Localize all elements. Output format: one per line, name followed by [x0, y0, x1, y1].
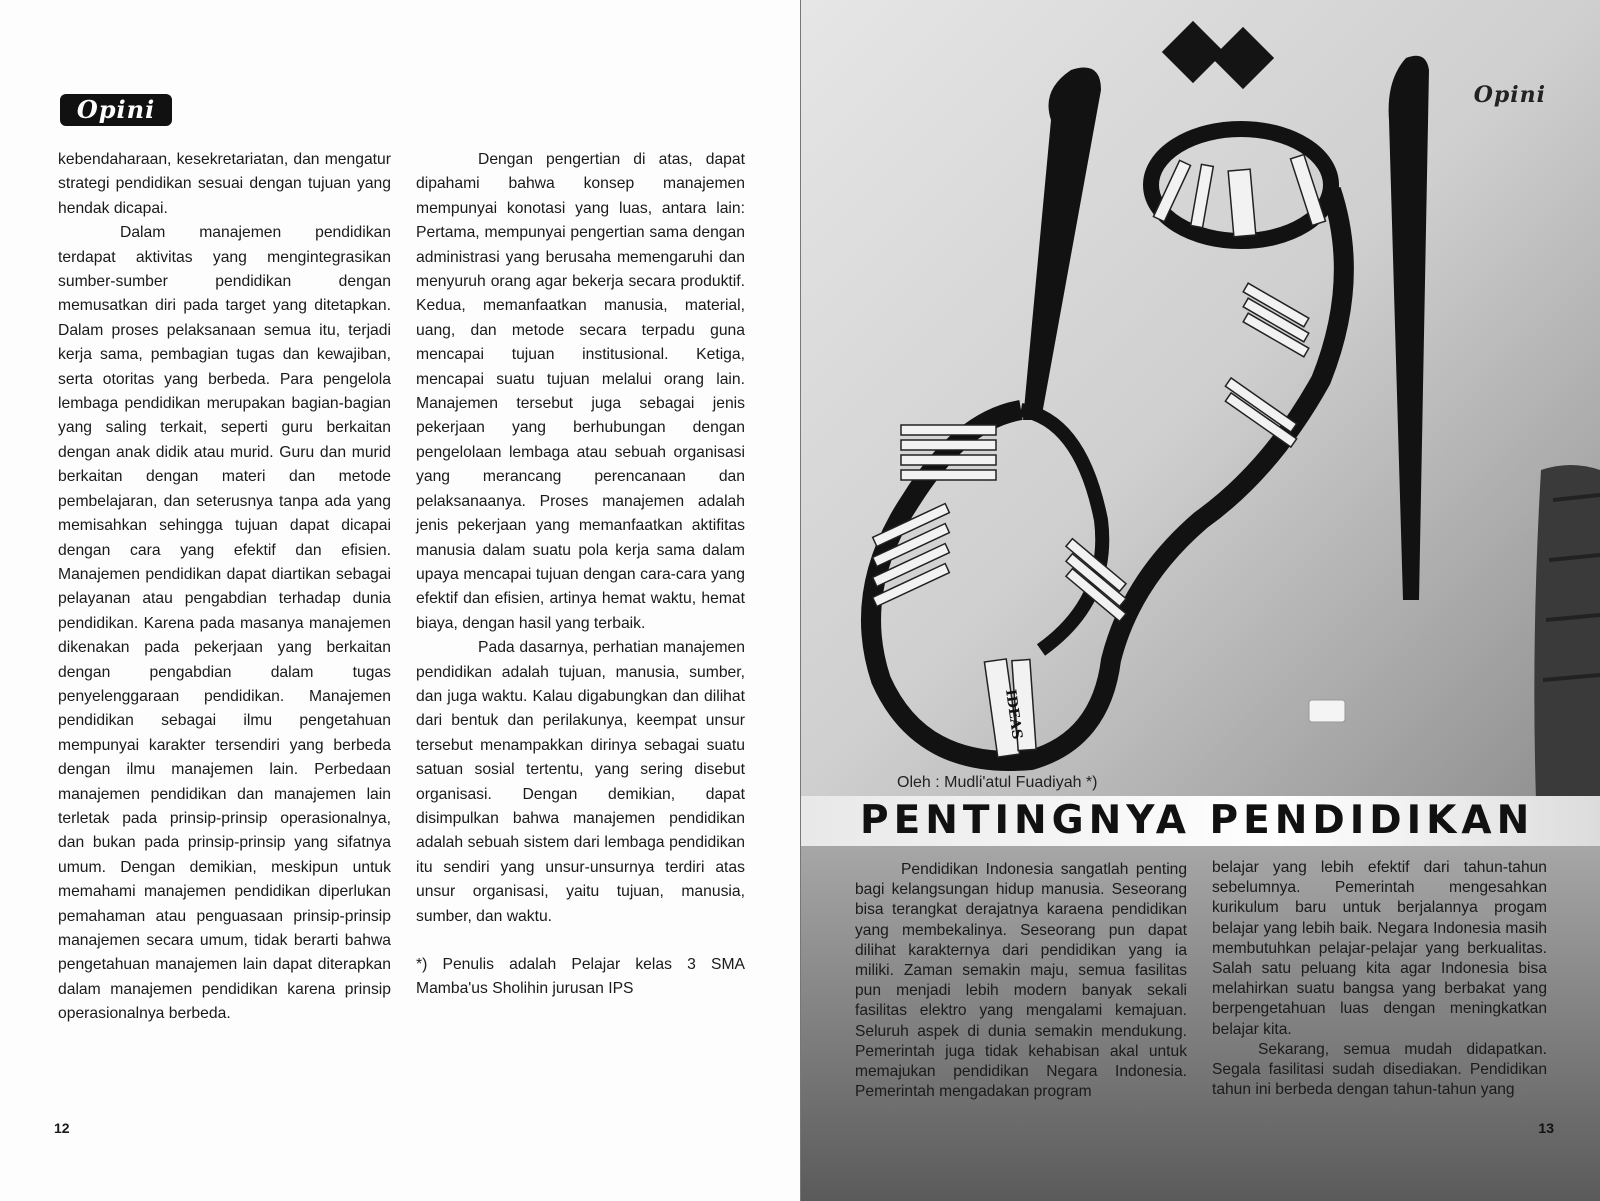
paragraph: kebendaharaan, kesekretariatan, dan mengatur strategi pendidikan sesuai dengan tujuan yang hendak dicapai.: [58, 151, 391, 217]
paragraph: Dalam manajemen pendidikan terdapat aktivitas yang mengintegrasikan sumber-sumber pendidikan dengan memusatkan diri pada target yang ditetapkan. Dalam proses pelaksanaan semua itu, terjadi kerja sama, pembagian tugas dan kewajiban, serta otoritas yang berbeda. Para pengelola lembaga pendidikan merupakan bagian-bagian yang saling terkait, seperti guru berkaitan dengan anak didik atau murid. Guru dan murid berkaitan dengan materi dan metode pembelajaran, dan seterusnya tanpa ada yang memisahkan sehingga tujuan dapat dicapai dengan cara yang efektif dan efisien. Manajemen pendidikan dapat diartikan sebagai pelayanan atau pengabdian terhadap dunia pendidikan. Karena pada masanya manajemen dikenakan pada pekerjaan yang berkaitan dengan pengabdian dalam tugas penyelenggaraan pendidikan. Manajemen pendidikan sebagai ilmu pengetahuan mempunyai karakter tersendiri yang berbeda dengan ilmu manajemen lain. Perbedaan manajemen pendidikan dan manajemen lain terletak pada prinsip-prinsip operasionalnya, dan bukan pada prinsip-prinsip yang sifatnya umum. Dengan demikian, meskipun untuk memahami manajemen pendidikan diperlukan pemahaman atau penguasaan prinsip-prinsip manajemen secara umum, tidak berarti bahwa pengetahuan manajemen lain dapat diterapkan dalam manajemen pendidikan karena prinsip operasionalnya berbeda.: [58, 224, 391, 1023]
calligraphy-bookshelf-image: [801, 0, 1600, 800]
page-number: 13: [1538, 1120, 1554, 1136]
section-label-right: Opini: [1473, 82, 1546, 108]
page-number: 12: [54, 1120, 70, 1136]
paragraph: Pendidikan Indonesia sangatlah penting bagi kelangsungan hidup manusia. Seseorang bisa terangkat derajatnya karaena pendidikan yang membekalinya. Seseorang pun dapat dilihat karakternya dari pendidikan yang ia miliki. Zaman semakin maju, semua fasilitas pun menjadi lebih modern banyak sekali fasilitas elektro yang mengalami kemajuan. Seluruh aspek di dunia semakin mendukung. Pemerintah juga tidak kehabisan akal untuk memajukan pendidikan Negara Indonesia. Pemerintah mengadakan program: [855, 861, 1187, 1101]
section-label: Opini: [60, 94, 172, 126]
right-page: [801, 0, 1600, 1201]
left-column-1: [58, 148, 391, 1027]
left-column-2: [416, 148, 745, 1002]
paragraph: Pada dasarnya, perhatian manajemen pendidikan adalah tujuan, manusia, sumber, dan juga waktu. Kalau digabungkan dan dilihat dari bentuk dan perilakunya, keempat unsur tersebut menampakkan dirinya sebagai suatu satuan sosial tertentu, yang sering disebut organisasi. Dengan demikian, dapat disimpulkan bahwa manajemen pendidikan adalah sebuah sistem dari lembaga pendidikan itu sendiri yang unsur-unsurnya terdiri atas unsur organisasi, yaitu tujuan, manusia, sumber, dan waktu.: [416, 639, 745, 925]
book-spine-text: IDEAS: [1002, 688, 1025, 741]
right-column-2: [1212, 858, 1547, 1100]
author-footnote: *) Penulis adalah Pelajar kelas 3 SMA Mamba'us Sholihin jurusan IPS: [416, 956, 745, 998]
byline: Oleh : Mudli'atul Fuadiyah *): [897, 774, 1098, 791]
paragraph: Sekarang, semua mudah didapatkan. Segala fasilitasi sudah disediakan. Pendidikan tahun ini berbeda dengan tahun-tahun yang: [1212, 1040, 1547, 1099]
right-column-1: [855, 860, 1187, 1102]
paragraph: belajar yang lebih efektif dari tahun-tahun sebelumnya. Pemerintah mengesahkan kurikulum baru untuk berjalannya progam belajar yang lebih baik. Negara Indonesia masih membutuhkan pelajar-pelajar yang berkualitas. Salah satu peluang kita agar Indonesia bisa melahirkan suatu bangsa yang berbakat yang berpengetahuan luas dengan meningkatkan belajar kita.: [1212, 859, 1547, 1038]
article-title: PENTINGNYA PENDIDIKAN: [860, 798, 1535, 843]
paragraph: Dengan pengertian di atas, dapat dipahami bahwa konsep manajemen mempunyai konotasi yang luas, antara lain: Pertama, mempunyai pengertian sama dengan administrasi yang berusaha memengaruhi dan menyuruh orang agar bekerja secara produktif. Kedua, memanfaatkan manusia, material, uang, dan metode secara terpadu guna mencapai tujuan institusional. Ketiga, mencapai suatu tujuan melalui orang lain. Manajemen tersebut juga sebagai jenis pekerjaan yang berhubungan dengan pengelolaan lembaga atau sebuah organisasi yang merancang perencanaan dan pelaksanaanya. Proses manajemen adalah jenis pekerjaan yang memanfaatkan aktifitas manusia dalam suatu pola kerja sama dalam upaya mencapai tujuan dengan cara-cara yang efektif dan efisien, artinya hemat waktu, hemat biaya, dengan hasil yang terbaik.: [416, 151, 745, 632]
